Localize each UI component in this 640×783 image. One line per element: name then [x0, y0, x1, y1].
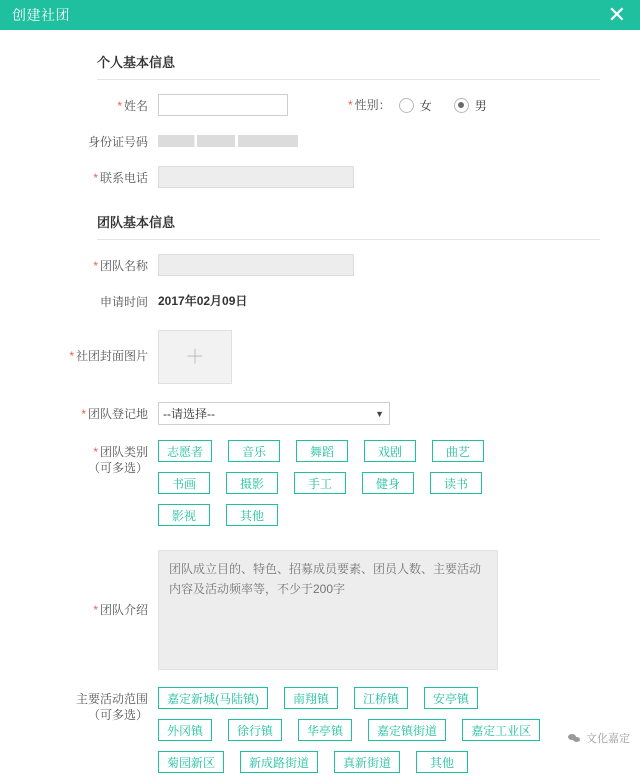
- label-phone: [40, 166, 158, 190]
- watermark-text: 文化嘉定: [586, 733, 630, 745]
- cover-image-upload-button[interactable]: [158, 330, 232, 384]
- row-phone: [40, 166, 600, 190]
- row-register-place: [40, 402, 600, 426]
- field-team-type: [158, 440, 600, 536]
- required-marker: *: [93, 603, 98, 617]
- required-marker: *: [69, 349, 74, 363]
- field-phone: [158, 166, 600, 188]
- label-apply-date: [40, 290, 158, 314]
- team-name-input[interactable]: [158, 254, 354, 276]
- label-team-intro: [40, 550, 158, 670]
- required-marker: *: [93, 171, 98, 185]
- team-type-tag[interactable]: 其他: [226, 504, 278, 526]
- activity-area-tag[interactable]: 嘉定新城(马陆镇): [158, 687, 268, 709]
- label-team-type-line1-wrap: [40, 444, 148, 460]
- label-activity-area-line2: （可多选）: [87, 708, 148, 722]
- label-phone-text: 联系电话: [99, 171, 148, 185]
- radio-gender-female[interactable]: [399, 97, 432, 114]
- row-activity-area: [40, 687, 600, 783]
- required-marker: *: [93, 445, 98, 459]
- activity-area-tag[interactable]: 江桥镇: [354, 687, 408, 709]
- row-name: [40, 94, 600, 118]
- team-type-tag[interactable]: 手工: [294, 472, 346, 494]
- label-activity-area: [40, 687, 158, 723]
- radio-male-label: 男: [474, 98, 487, 113]
- label-gender: [348, 94, 391, 116]
- name-input[interactable]: [158, 94, 288, 116]
- team-type-tag[interactable]: 音乐: [228, 440, 280, 462]
- phone-input[interactable]: [158, 166, 354, 188]
- register-place-selected-value: --请选择--: [163, 407, 215, 421]
- activity-area-tag[interactable]: 其他: [416, 751, 468, 773]
- required-marker: *: [348, 98, 353, 112]
- radio-female-icon[interactable]: [399, 98, 414, 113]
- field-cover-image: [158, 330, 600, 384]
- row-cover-image: [40, 330, 600, 384]
- team-type-tag[interactable]: 戏剧: [364, 440, 416, 462]
- plus-icon: ＋: [185, 346, 205, 368]
- label-cover-image: [40, 330, 158, 382]
- team-type-tag[interactable]: 摄影: [226, 472, 278, 494]
- label-name: [40, 94, 158, 118]
- team-type-tag[interactable]: 健身: [362, 472, 414, 494]
- section-divider-personal: [97, 79, 600, 80]
- label-team-intro-text: 团队介绍: [99, 603, 148, 617]
- row-team-intro: [40, 550, 600, 673]
- chevron-down-icon: ▼: [375, 408, 384, 419]
- team-intro-textarea[interactable]: [158, 550, 498, 670]
- team-type-tag[interactable]: 书画: [158, 472, 210, 494]
- activity-area-tag[interactable]: 安亭镇: [424, 687, 478, 709]
- radio-female-label: 女: [419, 98, 432, 113]
- radio-gender-male[interactable]: [454, 97, 487, 114]
- section-title-team: 团队基本信息: [97, 215, 176, 230]
- activity-area-tag[interactable]: 外冈镇: [158, 719, 212, 741]
- gender-group: [348, 94, 509, 116]
- form-content: [0, 52, 640, 783]
- label-gender-text: 性别：: [354, 98, 391, 112]
- label-apply-date-text: 申请时间: [99, 295, 148, 309]
- team-type-tag[interactable]: 曲艺: [432, 440, 484, 462]
- row-team-name: [40, 254, 600, 278]
- section-divider-team: [97, 239, 600, 240]
- row-apply-date: [40, 290, 600, 314]
- watermark: [568, 730, 630, 746]
- team-type-tag[interactable]: 影视: [158, 504, 210, 526]
- label-cover-image-text: 社团封面图片: [75, 349, 148, 363]
- team-type-tag[interactable]: 舞蹈: [296, 440, 348, 462]
- radio-male-icon[interactable]: [454, 98, 469, 113]
- activity-area-tag[interactable]: 徐行镇: [228, 719, 282, 741]
- label-id-number-text: 身份证号码: [87, 135, 148, 149]
- field-team-intro: [158, 550, 600, 673]
- row-id-number: [40, 130, 600, 154]
- label-team-type-line2: （可多选）: [87, 461, 148, 475]
- required-marker: *: [81, 407, 86, 421]
- team-type-tag[interactable]: 读书: [430, 472, 482, 494]
- label-team-type: [40, 440, 158, 476]
- field-apply-date: [158, 290, 600, 312]
- activity-area-tag[interactable]: 华亭镇: [298, 719, 352, 741]
- team-type-tag-list: [158, 440, 558, 536]
- label-name-text: 姓名: [123, 99, 148, 113]
- close-icon[interactable]: ✕: [607, 2, 626, 27]
- required-marker: *: [93, 259, 98, 273]
- activity-area-tag[interactable]: 菊园新区: [158, 751, 224, 773]
- label-team-name-text: 团队名称: [99, 259, 148, 273]
- activity-area-tag[interactable]: 南翔镇: [284, 687, 338, 709]
- field-activity-area: [158, 687, 600, 783]
- field-team-name: [158, 254, 600, 276]
- activity-area-tag[interactable]: 真新街道: [334, 751, 400, 773]
- label-id-number: [40, 130, 158, 154]
- activity-area-tag[interactable]: 新成路街道: [240, 751, 318, 773]
- label-team-name: [40, 254, 158, 278]
- wechat-icon: [568, 733, 581, 744]
- field-id-number: [158, 130, 600, 147]
- section-title-personal: 个人基本信息: [97, 55, 176, 70]
- row-team-type: [40, 440, 600, 536]
- label-team-type-line1: 团队类别: [99, 445, 148, 459]
- activity-area-tag-list: [158, 687, 558, 783]
- activity-area-tag[interactable]: 嘉定工业区: [462, 719, 540, 741]
- required-marker: *: [117, 99, 122, 113]
- field-register-place: [158, 402, 600, 425]
- id-number-masked-value: [158, 135, 298, 147]
- label-register-place: [40, 402, 158, 426]
- register-place-select[interactable]: [158, 402, 390, 425]
- label-activity-area-line1: 主要活动范围: [75, 692, 148, 706]
- activity-area-tag[interactable]: 嘉定镇街道: [368, 719, 446, 741]
- window-titlebar: [0, 0, 640, 30]
- apply-date-value: 2017年02月09日: [158, 294, 248, 308]
- team-type-tag[interactable]: 志愿者: [158, 440, 212, 462]
- window-title: 创建社团: [12, 7, 70, 23]
- field-name: [158, 94, 600, 116]
- label-register-place-text: 团队登记地: [87, 407, 148, 421]
